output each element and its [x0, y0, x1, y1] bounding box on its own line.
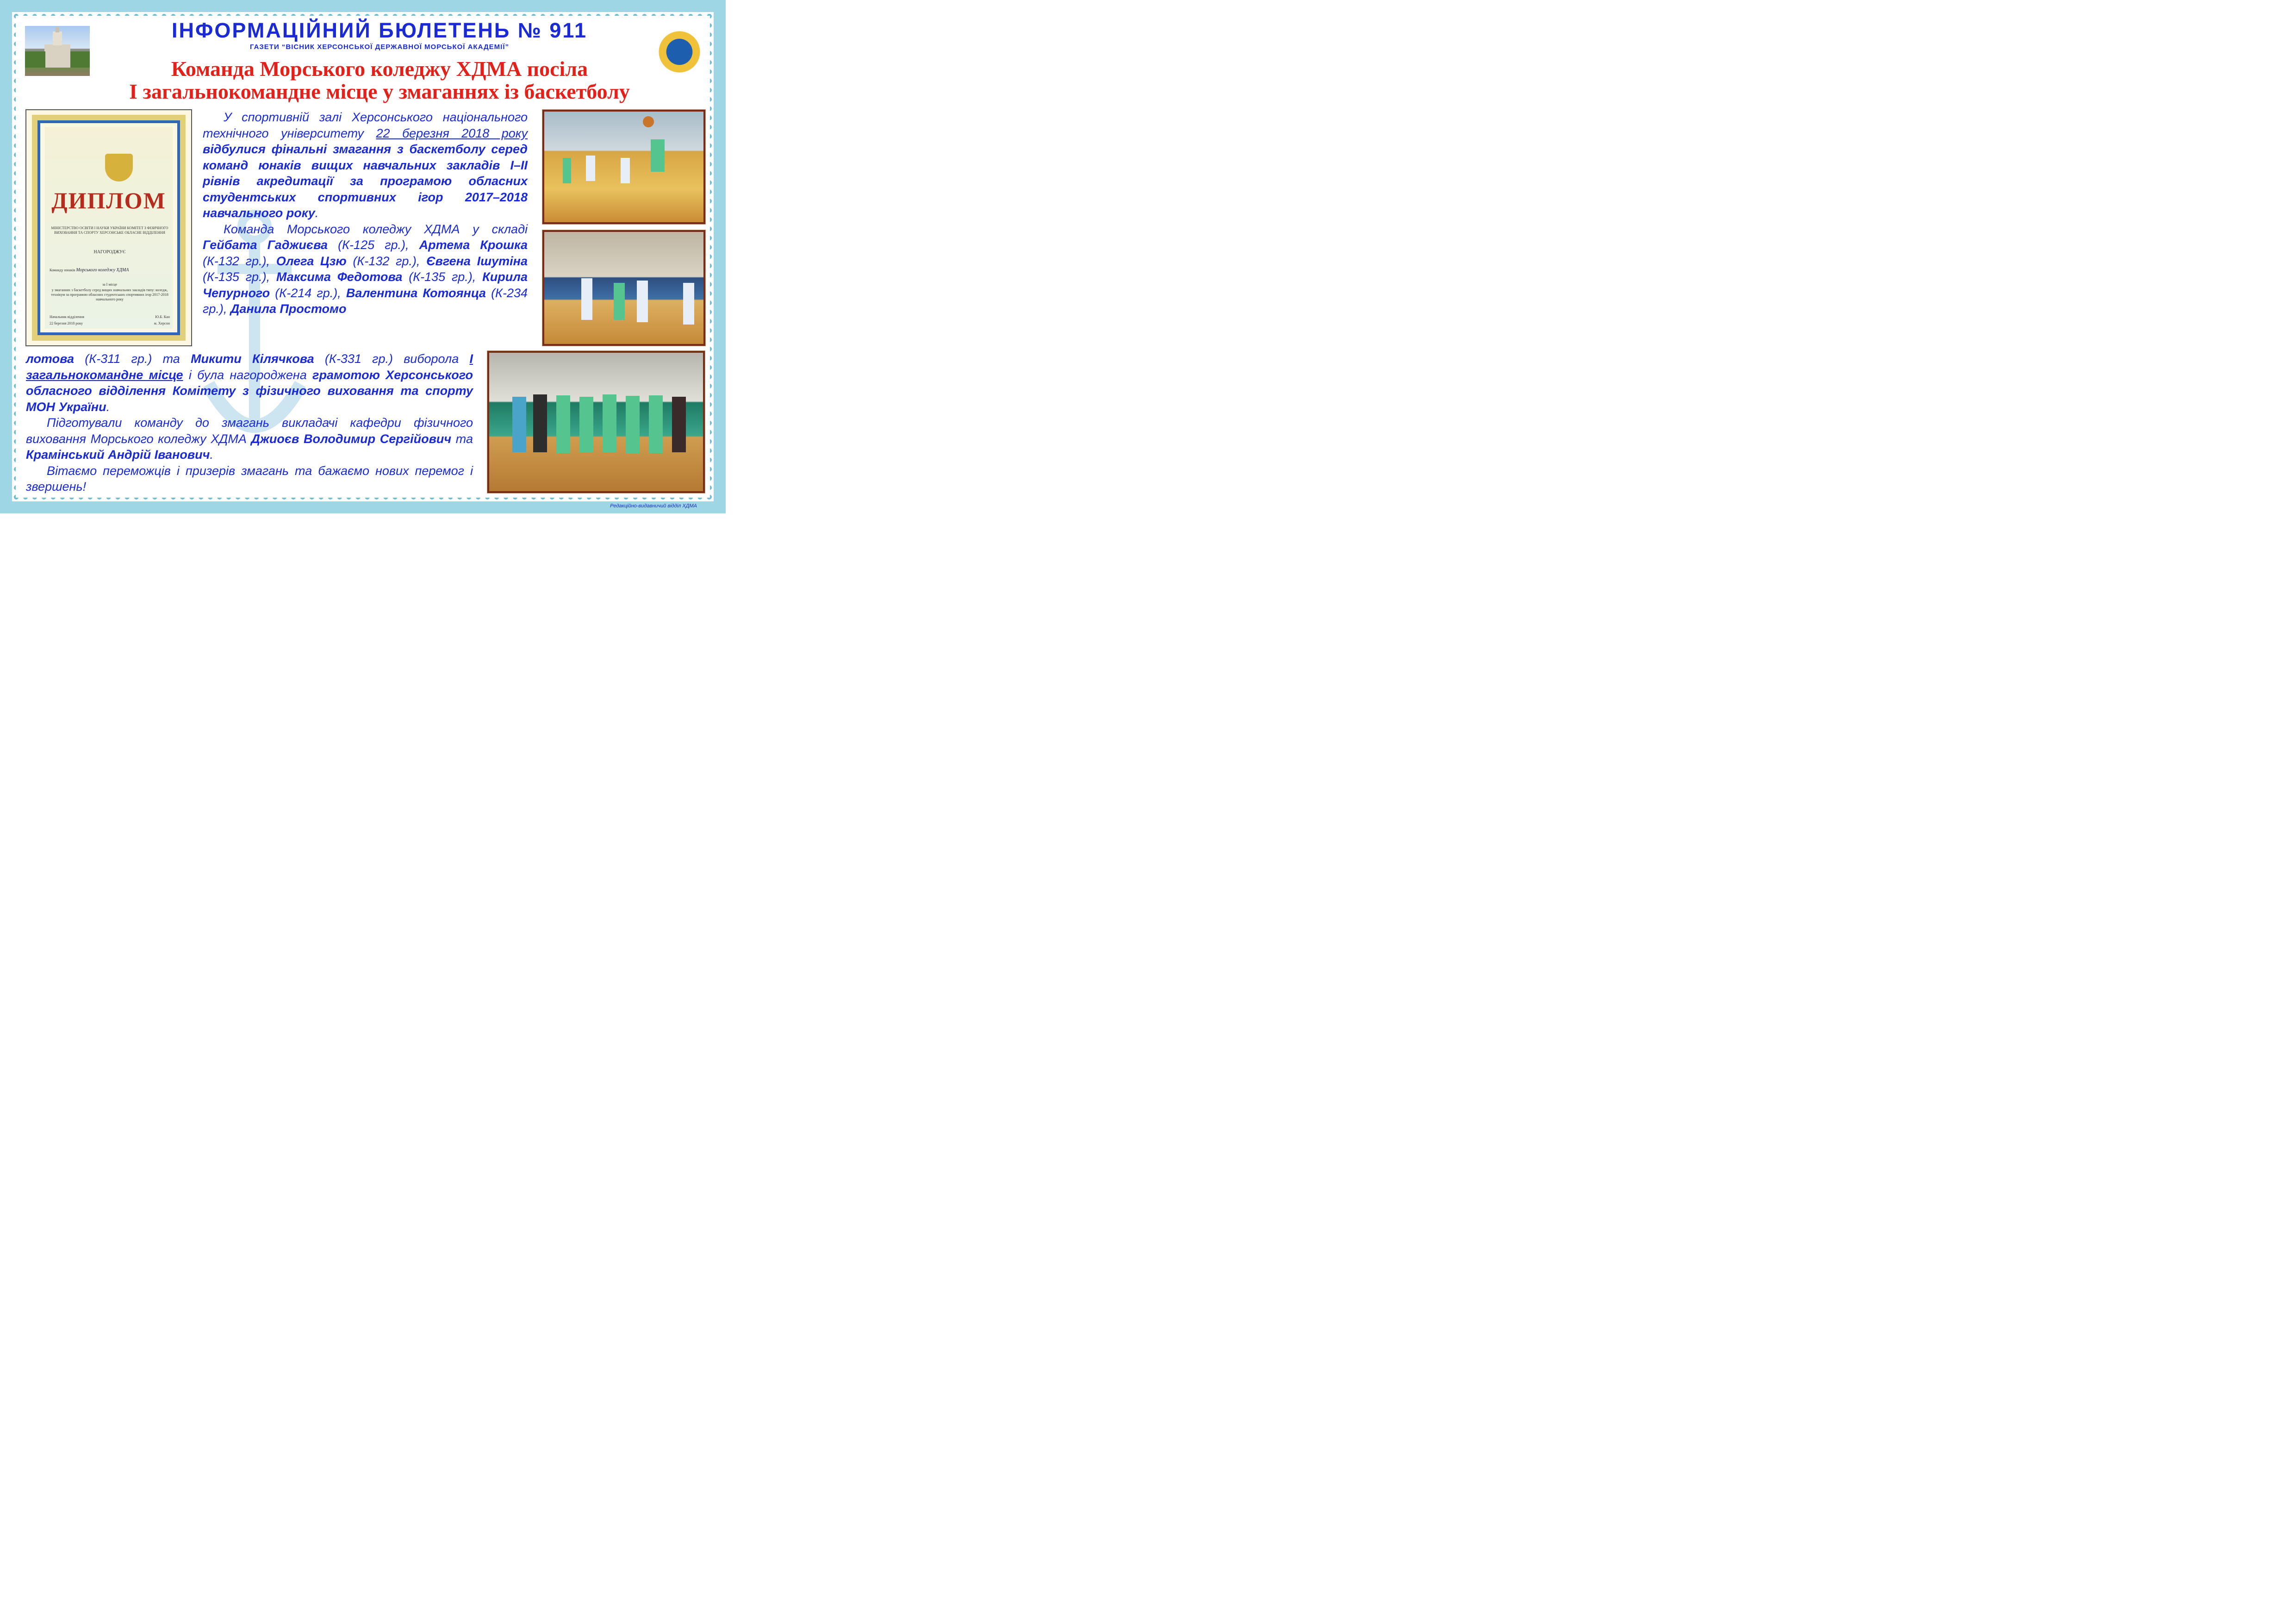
p1-date: 22 березня 2018 року — [376, 126, 528, 140]
bulletin-title: ІНФОРМАЦІЙНИЙ БЮЛЕТЕНЬ № 911 — [172, 19, 587, 42]
newspaper-subtitle: ГАЗЕТИ “ВІСНИК ХЕРСОНСЬКОЇ ДЕРЖАВНОЇ МОРСЬКОЇ АКАДЕМІЇ” — [250, 43, 509, 51]
p3-end: . — [210, 448, 213, 462]
player-4: Євгена Ішутіна — [426, 254, 528, 268]
diploma-date: 22 березня 2018 року — [50, 321, 83, 325]
trophy-icon — [105, 154, 133, 181]
team-group-photo — [487, 351, 705, 493]
paragraph-3 — [26, 415, 473, 463]
place-result: І загальнокомандне місце — [26, 352, 473, 382]
diploma-team-label: Команду юнаків — [50, 268, 75, 272]
diploma-reason: у змаганнях з баскетболу серед вищих навчальних закладів типу: коледж, технікум за програмою обласних студентських спортивних ігор 2017-2018 навчального року — [51, 288, 168, 301]
diploma-head: Начальник відділення — [50, 315, 84, 319]
player-8-part-1: Данила Простомо — [230, 302, 347, 316]
group-4: (К-135 гр.), — [203, 270, 276, 284]
player-5: Максима Федотова — [276, 270, 403, 284]
group-9: (К-331 гр.) виборола — [314, 352, 470, 366]
paragraph-1 — [203, 109, 528, 221]
group-5: (К-135 гр.), — [402, 270, 483, 284]
diploma-city: м. Херсон — [154, 321, 170, 325]
p3-and: та — [451, 431, 473, 446]
editorial-footer: Редакційно-видавничий відділ ХДМА — [610, 503, 697, 509]
diploma-body — [45, 127, 173, 329]
coach-2: Крамінський Андрій Іванович — [26, 448, 210, 462]
basketball-game-photo-1 — [542, 110, 705, 224]
player-1: Гейбата Гаджиєва — [203, 238, 328, 252]
headline-line-2: І загальнокомандне місце у змаганнях із баскетболу — [129, 80, 630, 103]
player-9: Микити Кілячкова — [191, 352, 314, 366]
paragraph-2-start — [203, 221, 528, 317]
p2-end: . — [106, 400, 110, 414]
player-6: Кирила Чепурного — [203, 270, 528, 300]
player-8-part-2: лотова — [26, 352, 75, 366]
diploma-team-line — [50, 268, 170, 273]
p2-intro: Команда Морського коледжу ХДМА у складі — [224, 222, 528, 236]
group-3: (К-132 гр.), — [346, 254, 427, 268]
diploma-image — [25, 109, 192, 346]
paragraph-2-end — [26, 351, 473, 415]
player-7: Валентина Котоянца — [346, 286, 486, 300]
diploma-team-name: Морського коледжу ХДМА — [76, 268, 129, 273]
group-2: (К-132 гр.), — [203, 254, 276, 268]
headline-line-1: Команда Морського коледжу ХДМА посіла — [171, 57, 588, 81]
p1-bold: відбулися фінальні змагання з баскетболу серед команд юнаків вищих навчальних закладів І–ІІ рівнів акредитації за програмою обласних студентських спортивних ігор 2017–2018 навчального року — [203, 142, 528, 220]
basketball-game-photo-2 — [542, 230, 705, 346]
diploma-awards: НАГОРОДЖУЄ — [93, 250, 126, 255]
article-column-1 — [203, 109, 528, 317]
player-3: Олега Цзю — [276, 254, 347, 268]
group-6: (К-214 гр.), — [270, 286, 346, 300]
paragraph-4: Вітаємо переможців і призерів змагань та бажаємо нових перемог і звершень! — [26, 463, 473, 493]
p1-end: . — [315, 206, 319, 220]
group-8: (К-311 гр.) та — [74, 352, 191, 366]
group-7: (К-234 гр.), — [203, 286, 528, 316]
diploma-place: за І місце — [102, 282, 118, 287]
group-1: (К-125 гр.), — [328, 238, 419, 252]
p3-intro: Підготували команду до змагань викладачі кафедри фізичного виховання Морського коледжу ХДМА — [26, 416, 473, 446]
diploma-title: ДИПЛОМ — [51, 187, 166, 213]
player-2: Артема Крошка — [419, 238, 528, 252]
p2-awarded: і була нагороджена — [183, 368, 313, 382]
coach-1: Джиоєв Володимир Сергійович — [251, 431, 452, 446]
p1-text: У спортивній залі Херсонського національного технічного університету — [203, 110, 528, 140]
diploma-ministry: МІНІСТЕРСТВО ОСВІТИ І НАУКИ УКРАЇНИ КОМІТЕТ З ФІЗИЧНОГО ВИХОВАННЯ ТА СПОРТУ ХЕРСОНСЬКЕ ОБЛАСНЕ ВІДДІЛЕННЯ — [51, 226, 168, 235]
award-text: грамотою Херсонського обласного відділення Комітету з фізичного виховання та спорту МОН України — [26, 368, 473, 414]
diploma-signer: Ю.Б. Кан — [155, 315, 170, 319]
article-column-2 — [26, 351, 473, 495]
